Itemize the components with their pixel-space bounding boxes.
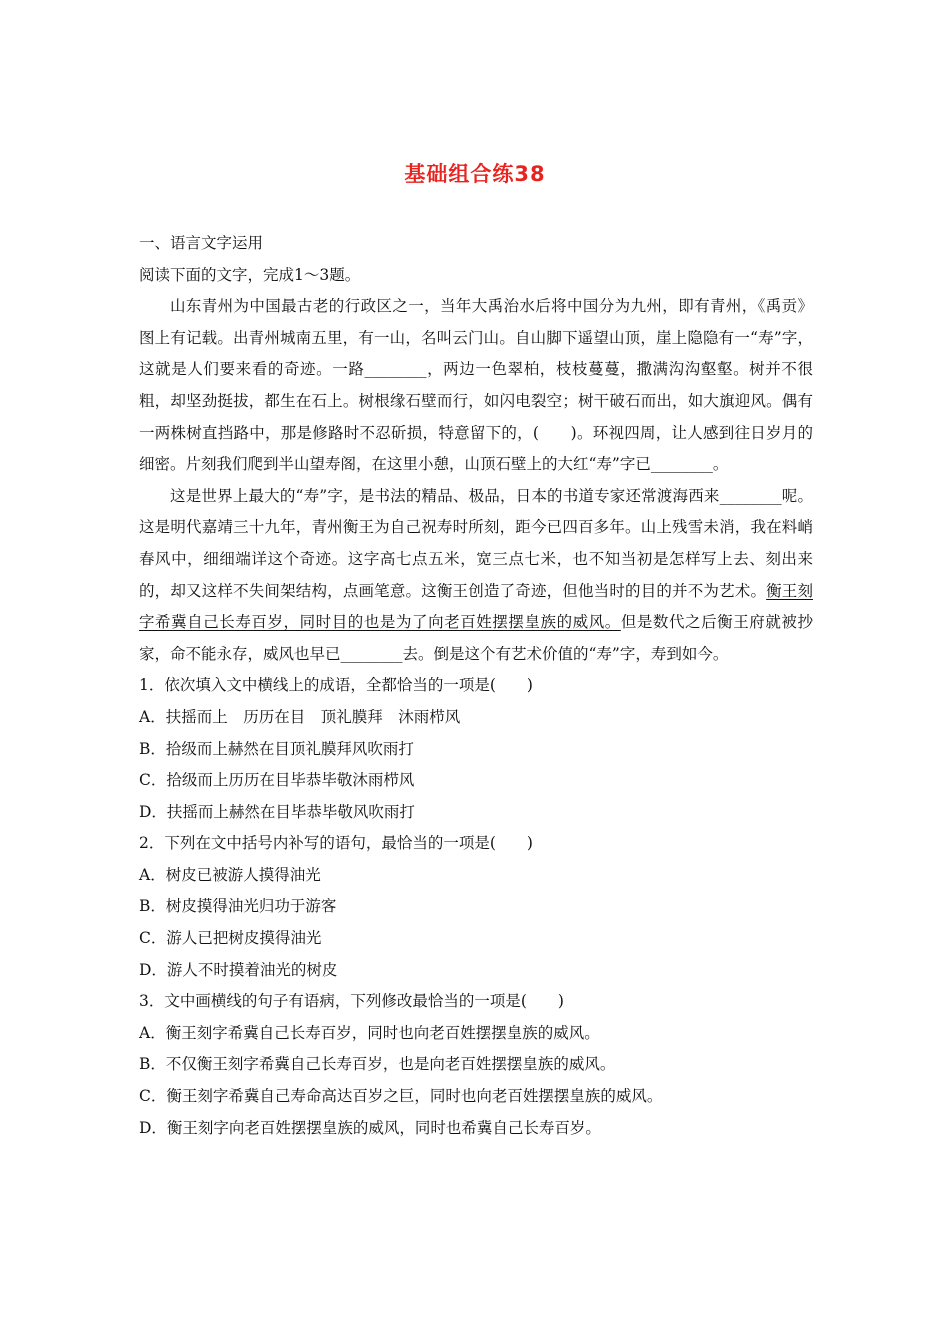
passage-paragraph-2-part-b: 但是数代之后衡王府就被抄家，命不能永存，威风也早已________去。倒是这个有艺术价值的“寿”字，寿到如今。 bbox=[139, 613, 813, 663]
answer-option-d: D．衡王刻字向老百姓摆摆皇族的威风，同时也希冀自己长寿百岁。 bbox=[139, 1118, 601, 1137]
underlined-sentence: 衡王刻字希冀自己长寿百岁，同时目的也是为了向老百姓摆摆皇族的威风。 bbox=[139, 581, 813, 632]
answer-option-b: B．树皮摸得油光归功于游客 bbox=[139, 897, 337, 916]
answer-option-b: B．不仅衡王刻字希冀自己长寿百岁，也是向老百姓摆摆皇族的威风。 bbox=[139, 1055, 616, 1074]
question-1 bbox=[139, 670, 813, 828]
question-3 bbox=[139, 986, 813, 1144]
question-stem: 2．下列在文中括号内补写的语句，最恰当的一项是( ) bbox=[139, 834, 533, 853]
answer-option-c: C．拾级而上历历在目毕恭毕敬沐雨栉风 bbox=[139, 771, 415, 790]
passage-paragraph-2 bbox=[139, 481, 813, 671]
page-title: 基础组合练38 bbox=[404, 162, 546, 186]
answer-option-d: D．游人不时摸着油光的树皮 bbox=[139, 960, 338, 979]
passage-paragraph-1: 山东青州为中国最古老的行政区之一，当年大禹治水后将中国分为九州，即有青州，《禹贡》图上有记载。出青州城南五里，有一山，名叫云门山。自山脚下遥望山顶，崖上隐隐有一“寿”字，这就是人们要来看的奇迹。一路________，两边一色翠柏，枝枝蔓蔓，撒满沟沟壑壑。树并不很粗，却坚劲挺拔，都生在石上。树根缘石壁而行，如闪电裂空；树干破石而出，如大旗迎风。偶有一两株树直挡路中，那是修路时不忍斫损，特意留下的，( )。环视四周，让人感到往日岁月的细密。片刻我们爬到半山望寿阁，在这里小憩，山顶石壁上的大红“寿”字已________。 bbox=[139, 297, 813, 474]
answer-option-a: A．衡王刻字希冀自己长寿百岁，同时也向老百姓摆摆皇族的威风。 bbox=[139, 1023, 600, 1042]
answer-option-c: C．衡王刻字希冀自己寿命高达百岁之巨，同时也向老百姓摆摆皇族的威风。 bbox=[139, 1087, 663, 1106]
answer-option-a: A．树皮已被游人摸得油光 bbox=[139, 865, 321, 884]
question-stem: 3．文中画横线的句子有语病，下列修改最恰当的一项是( ) bbox=[139, 992, 564, 1011]
question-stem: 1．依次填入文中横线上的成语，全都恰当的一项是( ) bbox=[139, 676, 533, 695]
question-2 bbox=[139, 828, 813, 986]
document-body bbox=[139, 228, 813, 1144]
answer-option-a: A．扶摇而上 历历在目 顶礼膜拜 沐雨栉风 bbox=[139, 707, 461, 726]
answer-option-d: D．扶摇而上赫然在目毕恭毕敬风吹雨打 bbox=[139, 802, 415, 821]
passage-paragraph-2-part-a: 这是世界上最大的“寿”字，是书法的精品、极品，日本的书道专家还常渡海西来________呢。这是明代嘉靖三十九年，青州衡王为自己祝寿时所刻，距今已四百多年。山上残雪未消，我在料峭春风中，细细端详这个奇迹。这字高七点五米，宽三点七米，也不知当初是怎样写上去、刻出来的，却又这样不失间架结构，点画笔意。这衡王创造了奇迹，但他当时的目的并不为艺术。 bbox=[139, 486, 813, 600]
section-heading: 一、语言文字运用 bbox=[139, 234, 264, 252]
reading-instruction: 阅读下面的文字，完成1～3题。 bbox=[139, 265, 361, 284]
answer-option-b: B．拾级而上赫然在目顶礼膜拜风吹雨打 bbox=[139, 739, 414, 758]
answer-option-c: C．游人已把树皮摸得油光 bbox=[139, 929, 322, 948]
